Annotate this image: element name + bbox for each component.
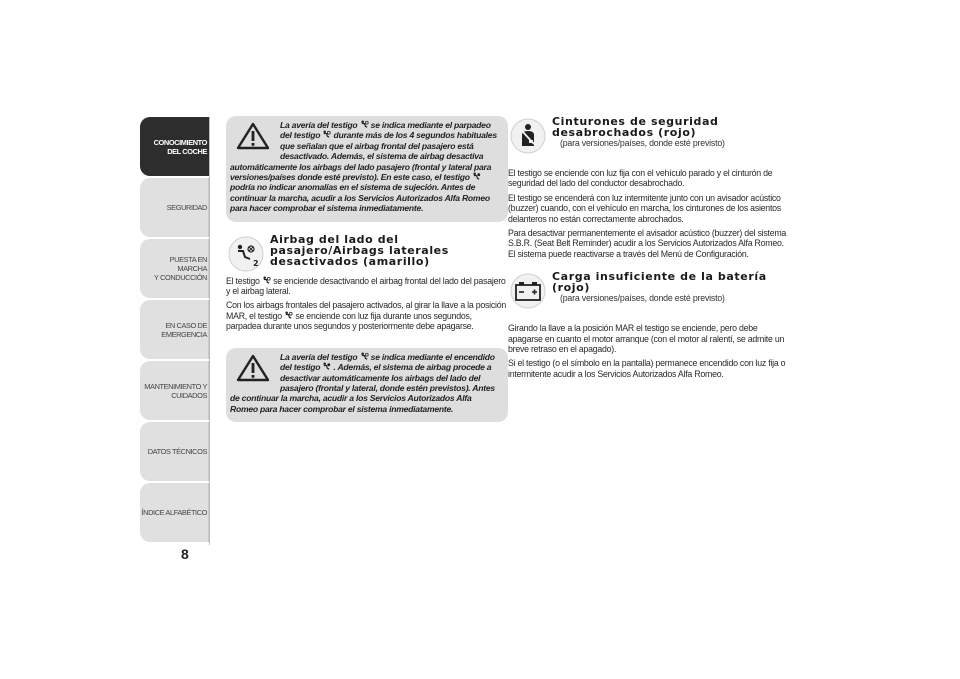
battery-subtitle: (para versiones/países, donde esté previsto) [560, 293, 725, 304]
airbag-passenger-section-header [226, 234, 508, 276]
seatbelt-title: Cinturones de seguridad desabrochados (rojo) [552, 115, 719, 139]
tab-puesta-en-marcha[interactable]: PUESTA EN MARCHA Y CONDUCCIÓN [140, 239, 210, 298]
tab-datos-tecnicos[interactable]: DATOS TÉCNICOS [140, 422, 210, 481]
left-column [226, 116, 508, 422]
seatbelt-para: El testigo se enciende con luz fija con el vehículo parado y el cinturón de seguridad del lado del conductor desabrochado. [508, 168, 773, 189]
airbag-para-2: Con los airbags frontales del pasajero activados, al girar la llave a la posición MAR, el testigo se enciende con luz fija durante unos segundos, parpadea durante unos segundos y posteriormente debe apagarse. [226, 300, 506, 332]
svg-text:2: 2 [253, 258, 259, 268]
warning-1-text: La avería del testigo se indica mediante el parpadeo del testigo durante más de los 4 segundos habituales que señalan que el airbag frontal del pasajero está desactivado. Además, el sistema de airbag desactiva automáticamente los airbags del lado pasajero (frontal y lateral para versiones/países donde esté previsto). En este caso, el testigo podría no indicar anomalías en el sistema de sujeción. Antes de continuar la marcha, acudir a los Servicios Autorizados Alfa Romeo para hacer comprobar el sistema inmediatamente. [230, 120, 497, 214]
airbag-para-1: El testigo se enciende desactivando el airbag frontal del lado del pasajero y el airbag lateral. [226, 275, 506, 297]
warning-box-2 [226, 348, 508, 422]
airbag-off-icon [360, 352, 369, 361]
airbag-passenger-off-icon [228, 236, 264, 272]
airbag-icon [322, 362, 331, 371]
tab-mantenimiento[interactable]: MANTENIMIENTO Y CUIDADOS [140, 361, 210, 420]
warning-triangle-icon [236, 354, 276, 386]
battery-section-header [508, 271, 790, 313]
battery-title: Carga insuficiente de la batería (rojo) [552, 270, 767, 295]
tab-conocimiento-del-coche[interactable]: CONOCIMIENTO DEL COCHE [140, 117, 210, 176]
warning-triangle-icon [236, 122, 276, 154]
seatbelt-para: El testigo se encenderá con luz intermitente junto con un avisador acústico (buzzer) cuando, con el vehículo en marcha, los cinturones de los asientos delanteros no están correctamente abrochados. [508, 192, 781, 224]
airbag-off-icon [322, 130, 331, 139]
battery-icon [510, 273, 546, 309]
warning-box-1 [226, 116, 508, 222]
seatbelt-section-header [508, 116, 790, 158]
tab-en-caso-de-emergencia[interactable]: EN CASO DE EMERGENCIA [140, 300, 210, 359]
airbag-off-icon [360, 120, 369, 129]
seatbelt-subtitle: (para versiones/países, donde esté previsto) [560, 138, 725, 148]
page-number: 8 [181, 546, 189, 562]
battery-para: Si el testigo (o el símbolo en la pantalla) permanece encendido con luz fija o intermitente acudir a los Servicios Autorizados Alfa Romeo. [508, 358, 786, 379]
airbag-passenger-title: Airbag del lado del pasajero/Airbags laterales desactivados (amarillo) [270, 232, 449, 268]
airbag-icon [472, 172, 481, 181]
tab-seguridad[interactable]: SEGURIDAD [140, 178, 210, 237]
tab-indice-alfabetico[interactable]: ÍNDICE ALFABÉTICO [140, 483, 210, 542]
warning-2-text: La avería del testigo se indica mediante el encendido del testigo . Además, el sistema de airbag procede a desactivar automáticamente los airbags del lado del pasajero (frontal y lateral, donde estén previstos). Antes de continuar la marcha, acudir a los Servicios Autorizados Alfa Romeo para hacer comprobar el sistema inmediatamente. [230, 351, 495, 414]
right-column [508, 116, 790, 383]
seatbelt-icon [510, 118, 546, 154]
airbag-off-icon [284, 311, 293, 320]
battery-para: Girando la llave a la posición MAR el testigo se enciende, pero debe apagarse en cuanto el motor arranque (con el motor al ralentí, se admite un breve retraso en el apagado). [508, 323, 785, 355]
seatbelt-para: Para desactivar permanentemente el avisador acústico (buzzer) del sistema S.B.R. (Seat Belt Reminder) acudir a los Servicios Autorizados Alfa Romeo. El sistema puede reactivarse a través del Menú de Configuración. [508, 228, 787, 259]
sidebar-divider [209, 117, 210, 545]
airbag-off-icon [262, 276, 271, 285]
